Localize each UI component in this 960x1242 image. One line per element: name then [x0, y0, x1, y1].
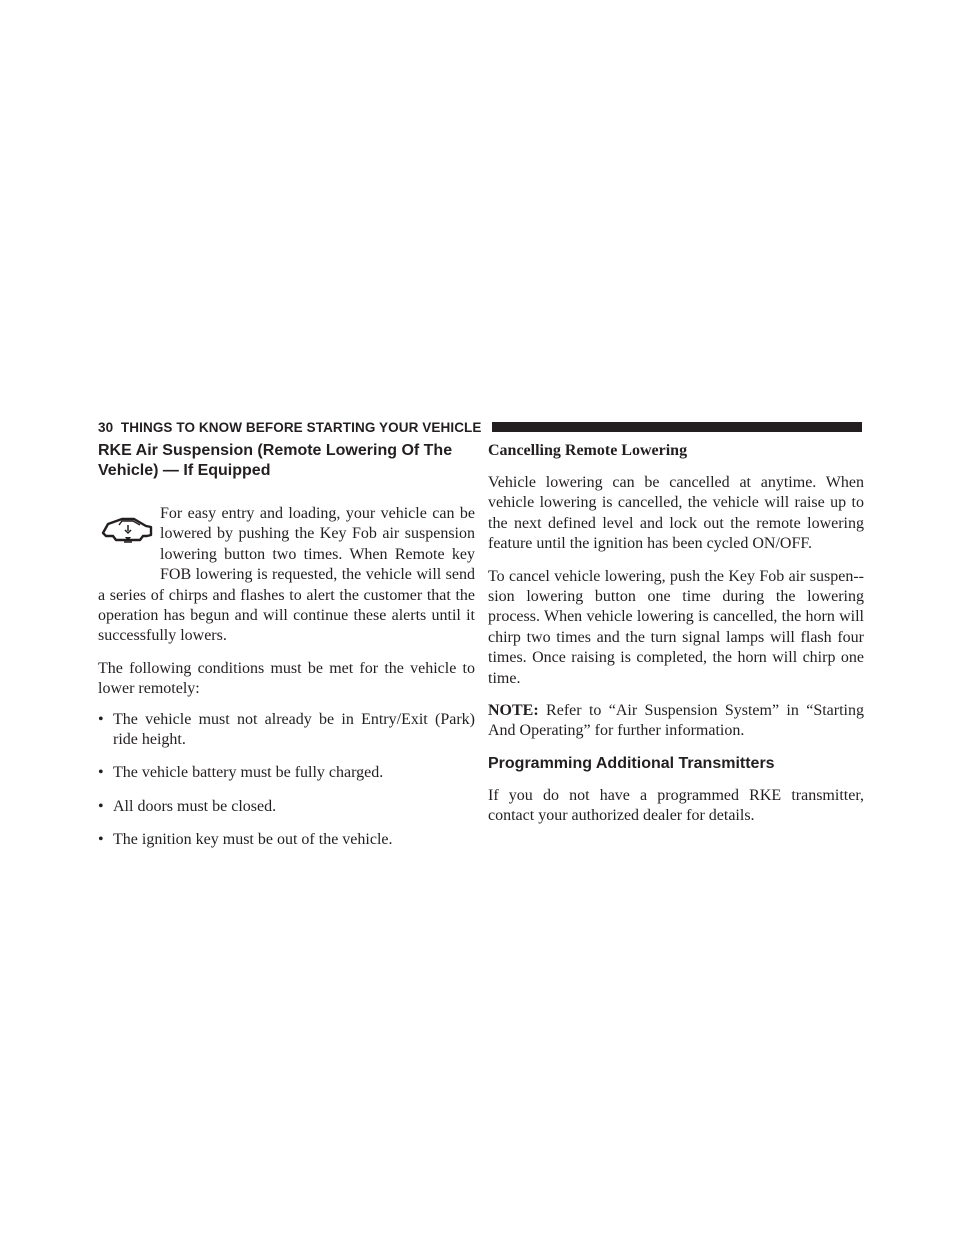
intro-block — [98, 504, 475, 647]
cancel-title: Cancelling Remote Lowering — [488, 442, 688, 459]
note-paragraph — [488, 701, 864, 742]
header-rule — [492, 422, 863, 432]
bullet: • — [98, 797, 104, 815]
intro-paragraph: For easy entry and loading, your vehicle can be lowered by pushing the Key Fob air suspension lowering button two times. When Remote key FOB lowering is requested, the vehicle will send a series of chirps and flashes to alert the customer that the operation has begun and will continue these alerts until it successfully lowers. — [98, 505, 475, 645]
condition-text: All doors must be closed. — [113, 797, 277, 815]
left-column — [98, 441, 475, 864]
note-text: Refer to “Air Suspension System” in “Starting And Operating” for further information. — [488, 702, 864, 740]
programming-paragraph: If you do not have a programmed RKE transmitter, contact your authorized dealer for details. — [488, 786, 864, 825]
header-section-title: THINGS TO KNOW BEFORE STARTING YOUR VEHICLE — [120, 419, 482, 435]
bullet: • — [98, 764, 104, 782]
note-label: NOTE: — [488, 702, 539, 720]
section-title — [98, 441, 475, 481]
condition-text: The vehicle battery must be fully charged. — [113, 764, 384, 782]
condition-text: The ignition key must be out of the vehicle. — [113, 831, 393, 849]
conditions-intro: The following conditions must be met for the vehicle to lower remotely: — [98, 659, 475, 698]
cancel-paragraph-2: To cancel vehicle lowering, push the Key Fob air suspen-sion lowering button one time during the lowering process. When vehicle lowering is cancelled, the horn will chirp two times and the turn signal lamps will flash four times. Once raising is completed, the horn will chirp one time. — [488, 567, 864, 687]
bullet: • — [98, 710, 104, 728]
list-item — [98, 797, 475, 817]
programming-title: Programming Additional Transmitters — [488, 754, 775, 772]
right-column — [488, 441, 864, 827]
condition-text: The vehicle must not already be in Entry/Exit (Park) ride height. — [113, 710, 475, 749]
vehicle-lowering-icon — [98, 504, 160, 584]
cancel-paragraph-1: Vehicle lowering can be cancelled at anytime. When vehicle lowering is cancelled, the vehicle will raise up to the next defined level and lock out the remote lowering feature until the ignition has been cycled ON/OFF. — [488, 474, 864, 553]
header-page-number: 30 — [98, 419, 114, 435]
header-spacer — [113, 420, 121, 435]
list-item — [98, 710, 475, 751]
page-header — [98, 417, 862, 437]
section-title-line1: RKE Air Suspension (Remote Lowering Of The — [98, 442, 453, 459]
list-item — [98, 763, 475, 783]
section-title-line2: Vehicle) — If Equipped — [98, 462, 271, 479]
list-item — [98, 830, 475, 850]
bullet: • — [98, 831, 104, 849]
conditions-list — [98, 710, 475, 851]
